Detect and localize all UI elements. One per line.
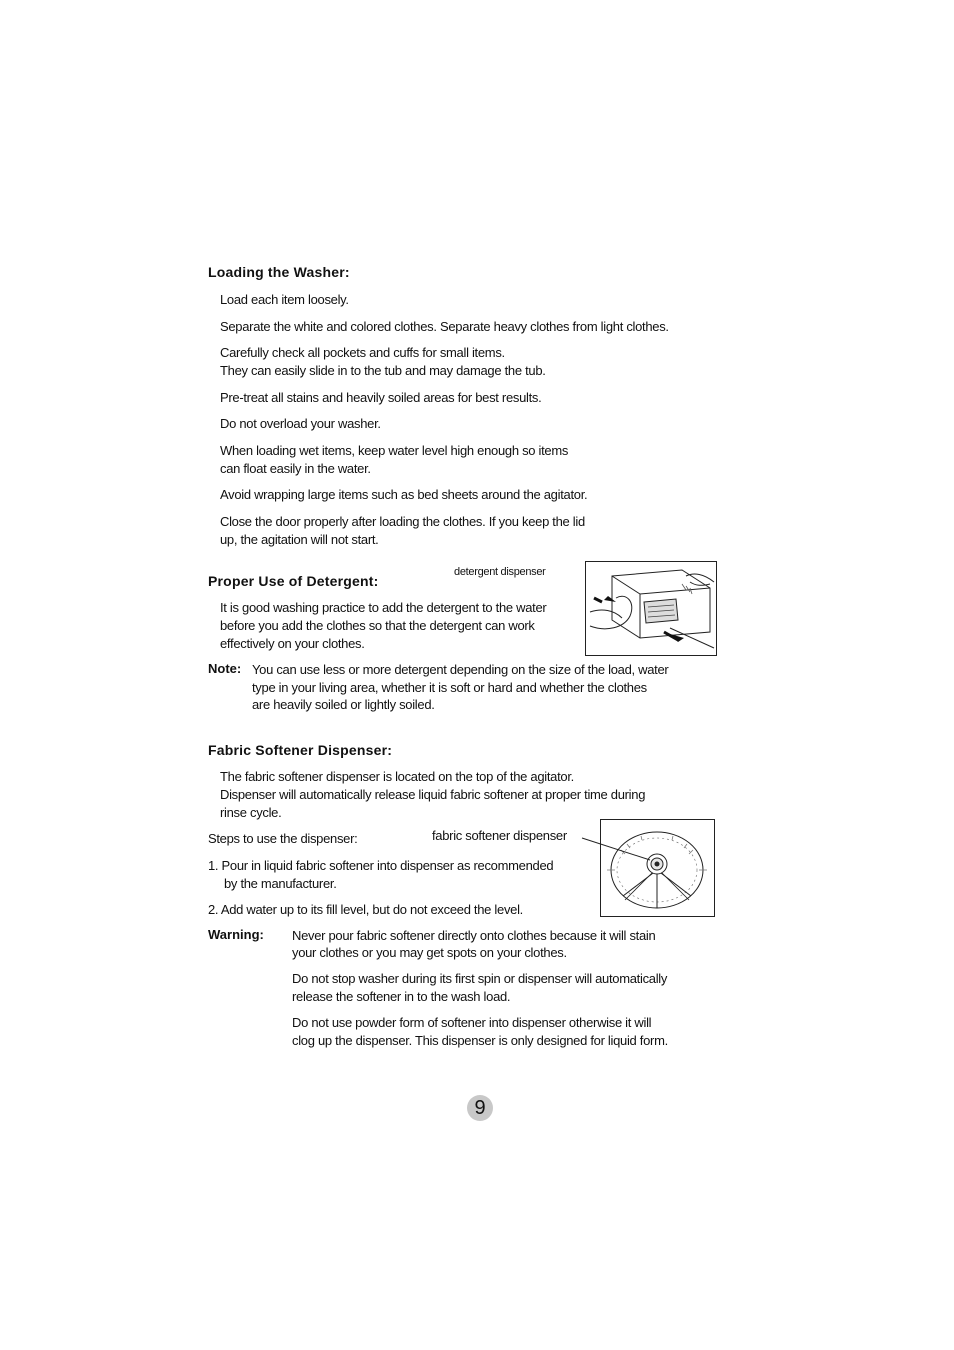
step-1: 1. Pour in liquid fabric softener into dispenser as recommended (208, 858, 554, 873)
note-text: type in your living area, whether it is soft or hard and whether the clothes (252, 680, 647, 695)
warning-text: clog up the dispenser. This dispenser is only designed for liquid form. (292, 1033, 668, 1048)
steps-intro: Steps to use the dispenser: (208, 831, 358, 846)
detergent-body: It is good washing practice to add the detergent to the water (220, 600, 547, 615)
detergent-body: before you add the clothes so that the detergent can work (220, 618, 535, 633)
loading-item: Separate the white and colored clothes. Separate heavy clothes from light clothes. (220, 319, 669, 334)
loading-item: Carefully check all pockets and cuffs for small items. (220, 345, 505, 360)
step-2: 2. Add water up to its fill level, but do not exceed the level. (208, 902, 523, 917)
detergent-dispenser-figure (585, 561, 717, 656)
warning-text: release the softener in to the wash load. (292, 989, 511, 1004)
agitator-illustration (601, 820, 714, 916)
loading-item-cont: can float easily in the water. (220, 461, 371, 476)
warning-text: your clothes or you may get spots on your clothes. (292, 945, 567, 960)
warning-text: Never pour fabric softener directly onto clothes because it will stain (292, 928, 656, 943)
warning-label: Warning: (208, 927, 264, 942)
softener-body: rinse cycle. (220, 805, 282, 820)
note-text: are heavily soiled or lightly soiled. (252, 697, 435, 712)
loading-item-cont: up, the agitation will not start. (220, 532, 379, 547)
loading-item-cont: They can easily slide in to the tub and may damage the tub. (220, 363, 546, 378)
loading-item: Pre-treat all stains and heavily soiled areas for best results. (220, 390, 542, 405)
loading-item: Do not overload your washer. (220, 416, 381, 431)
note-text: You can use less or more detergent depending on the size of the load, water (252, 662, 669, 677)
note-label: Note: (208, 661, 242, 676)
softener-figure-label: fabric softener dispenser (432, 828, 567, 843)
detergent-body: effectively on your clothes. (220, 636, 365, 651)
section-heading-detergent: Proper Use of Detergent: (208, 573, 379, 589)
warning-text: Do not stop washer during its first spin or dispenser will automatically (292, 971, 668, 986)
softener-dispenser-figure (600, 819, 715, 917)
softener-body: Dispenser will automatically release liquid fabric softener at proper time during (220, 787, 646, 802)
section-heading-loading: Loading the Washer: (208, 264, 350, 280)
step-1-cont: by the manufacturer. (224, 876, 337, 891)
warning-text: Do not use powder form of softener into dispenser otherwise it will (292, 1015, 652, 1030)
detergent-figure-label: detergent dispenser (454, 566, 546, 578)
loading-item: Load each item loosely. (220, 292, 349, 307)
detergent-dispenser-illustration (586, 562, 716, 655)
loading-item: Close the door properly after loading the clothes. If you keep the lid (220, 514, 585, 529)
loading-item: Avoid wrapping large items such as bed sheets around the agitator. (220, 487, 588, 502)
loading-item: When loading wet items, keep water level high enough so items (220, 443, 569, 458)
section-heading-softener: Fabric Softener Dispenser: (208, 742, 393, 758)
page-number: 9 (467, 1095, 493, 1121)
softener-body: The fabric softener dispenser is located on the top of the agitator. (220, 769, 574, 784)
softener-figure-pointer (580, 836, 660, 866)
